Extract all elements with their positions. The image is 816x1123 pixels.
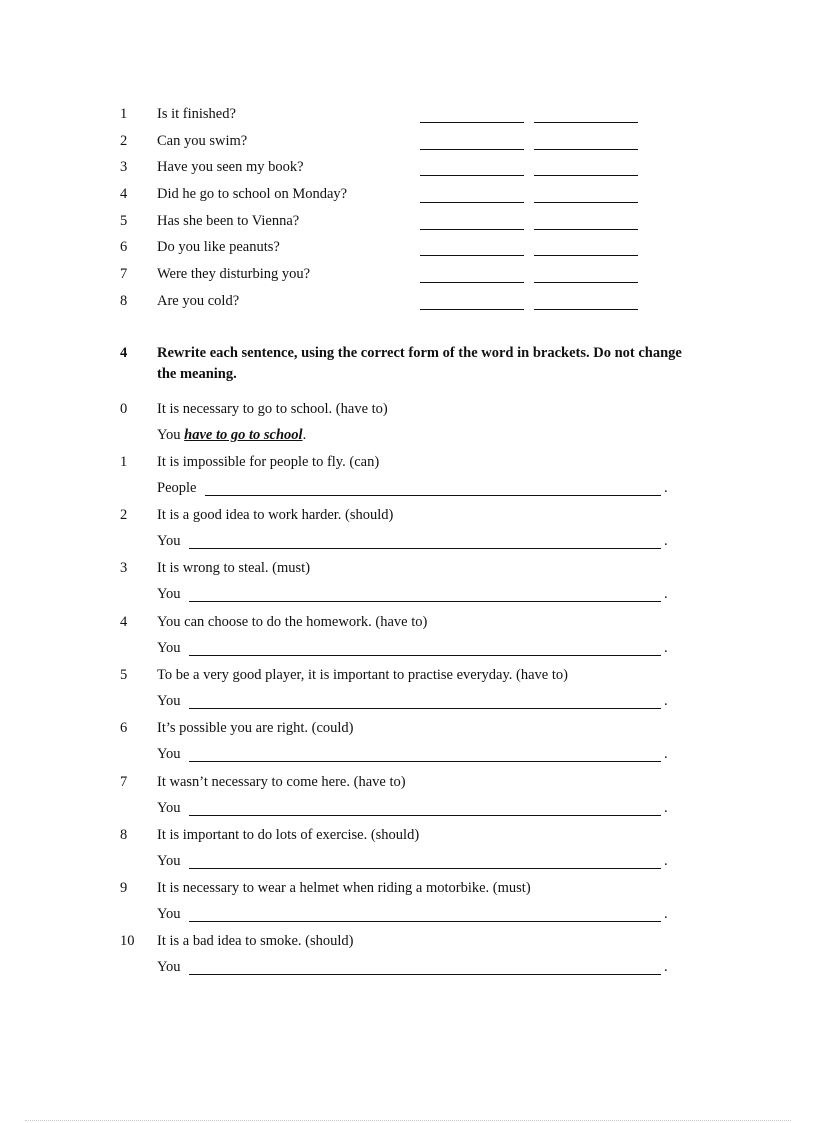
answer-end: . [664,853,668,869]
item-number: 5 [120,667,128,683]
rewrite-item [0,559,816,609]
answer-prefix: You [157,586,181,602]
question-row [0,212,816,234]
answer-end: . [664,586,668,602]
answer-prefix: You [157,853,181,869]
example-answer: have to go to school [184,427,303,443]
answer-end: . [664,693,668,709]
section-instruction: Rewrite each sentence, using the correct form of the word in brackets. Do not change the meaning. [157,345,682,382]
answer-blank-short[interactable] [420,149,524,150]
item-sentence: It is impossible for people to fly. (can) [157,454,380,470]
answer-prefix: You [157,427,181,443]
answer-blank-long[interactable] [534,175,638,176]
question-number: 5 [120,213,128,229]
item-sentence: You can choose to do the homework. (have to) [157,614,428,630]
item-number: 2 [120,507,128,523]
item-number: 3 [120,560,128,576]
answer-line[interactable] [189,868,661,869]
item-sentence: It is necessary to go to school. (have to) [157,401,388,417]
question-text: Do you like peanuts? [157,239,280,255]
rewrite-item [0,666,816,716]
question-text: Did he go to school on Monday? [157,186,348,202]
rewrite-item [0,506,816,556]
answer-end: . [664,959,668,975]
question-text: Can you swim? [157,133,248,149]
rewrite-item [0,613,816,663]
item-number: 10 [120,933,135,949]
answer-prefix: You [157,693,181,709]
item-sentence: It is wrong to steal. (must) [157,560,311,576]
question-row [0,292,816,314]
rewrite-item [0,719,816,769]
answer-end: . [664,533,668,549]
rewrite-item [0,826,816,876]
answer-prefix: You [157,959,181,975]
question-number: 4 [120,186,128,202]
question-number: 8 [120,293,128,309]
answer-end: . [664,746,668,762]
answer-line[interactable] [189,815,661,816]
question-number: 7 [120,266,128,282]
example-item [0,400,816,450]
item-number: 1 [120,454,128,470]
rewrite-item [0,879,816,929]
answer-prefix: You [157,533,181,549]
item-number: 0 [120,401,128,417]
item-sentence: It is important to do lots of exercise. (should) [157,827,420,843]
answer-blank-short[interactable] [420,229,524,230]
answer-line[interactable] [189,548,661,549]
answer-blank-short[interactable] [420,202,524,203]
answer-end: . [664,480,668,496]
question-number: 6 [120,239,128,255]
item-sentence: It is a bad idea to smoke. (should) [157,933,354,949]
answer-blank-short[interactable] [420,309,524,310]
question-row [0,238,816,260]
question-row [0,158,816,180]
answer-blank-short[interactable] [420,122,524,123]
item-sentence: To be a very good player, it is important to practise everyday. (have to) [157,667,568,683]
answer-line[interactable] [189,921,661,922]
answer-blank-long[interactable] [534,122,638,123]
question-number: 3 [120,159,128,175]
answer-blank-long[interactable] [534,149,638,150]
answer-end: . [302,427,307,443]
answer-line[interactable] [205,495,661,496]
answer-prefix: You [157,906,181,922]
item-number: 6 [120,720,128,736]
answer-line[interactable] [189,655,661,656]
answer-line[interactable] [189,974,661,975]
question-text: Have you seen my book? [157,159,304,175]
question-text: Were they disturbing you? [157,266,311,282]
answer-blank-long[interactable] [534,255,638,256]
rewrite-item [0,453,816,503]
answer-line[interactable] [189,708,661,709]
answer-end: . [664,640,668,656]
answer-blank-long[interactable] [534,282,638,283]
answer-blank-long[interactable] [534,229,638,230]
answer-blank-short[interactable] [420,175,524,176]
answer-blank-long[interactable] [534,309,638,310]
question-row [0,265,816,287]
answer-blank-long[interactable] [534,202,638,203]
answer-line[interactable] [189,761,661,762]
answer-prefix: You [157,746,181,762]
question-row [0,132,816,154]
rewrite-item [0,773,816,823]
answer-blank-short[interactable] [420,255,524,256]
example-answer-line [157,426,306,444]
answer-end: . [664,906,668,922]
rewrite-item [0,932,816,982]
question-text: Has she been to Vienna? [157,213,300,229]
answer-prefix: You [157,640,181,656]
item-sentence: It is a good idea to work harder. (should) [157,507,394,523]
question-number: 1 [120,106,128,122]
item-number: 7 [120,774,128,790]
answer-prefix: People [157,480,197,496]
question-row [0,185,816,207]
question-text: Is it finished? [157,106,236,122]
item-number: 9 [120,880,128,896]
item-sentence: It’s possible you are right. (could) [157,720,354,736]
item-number: 4 [120,614,128,630]
question-number: 2 [120,133,128,149]
item-sentence: It wasn’t necessary to come here. (have to) [157,774,406,790]
question-row [0,105,816,127]
answer-blank-short[interactable] [420,282,524,283]
answer-prefix: You [157,800,181,816]
answer-line[interactable] [189,601,661,602]
question-text: Are you cold? [157,293,240,309]
answer-end: . [664,800,668,816]
item-sentence: It is necessary to wear a helmet when riding a motorbike. (must) [157,880,531,896]
page-bottom-divider [25,1120,791,1121]
item-number: 8 [120,827,128,843]
section-number: 4 [120,345,128,361]
